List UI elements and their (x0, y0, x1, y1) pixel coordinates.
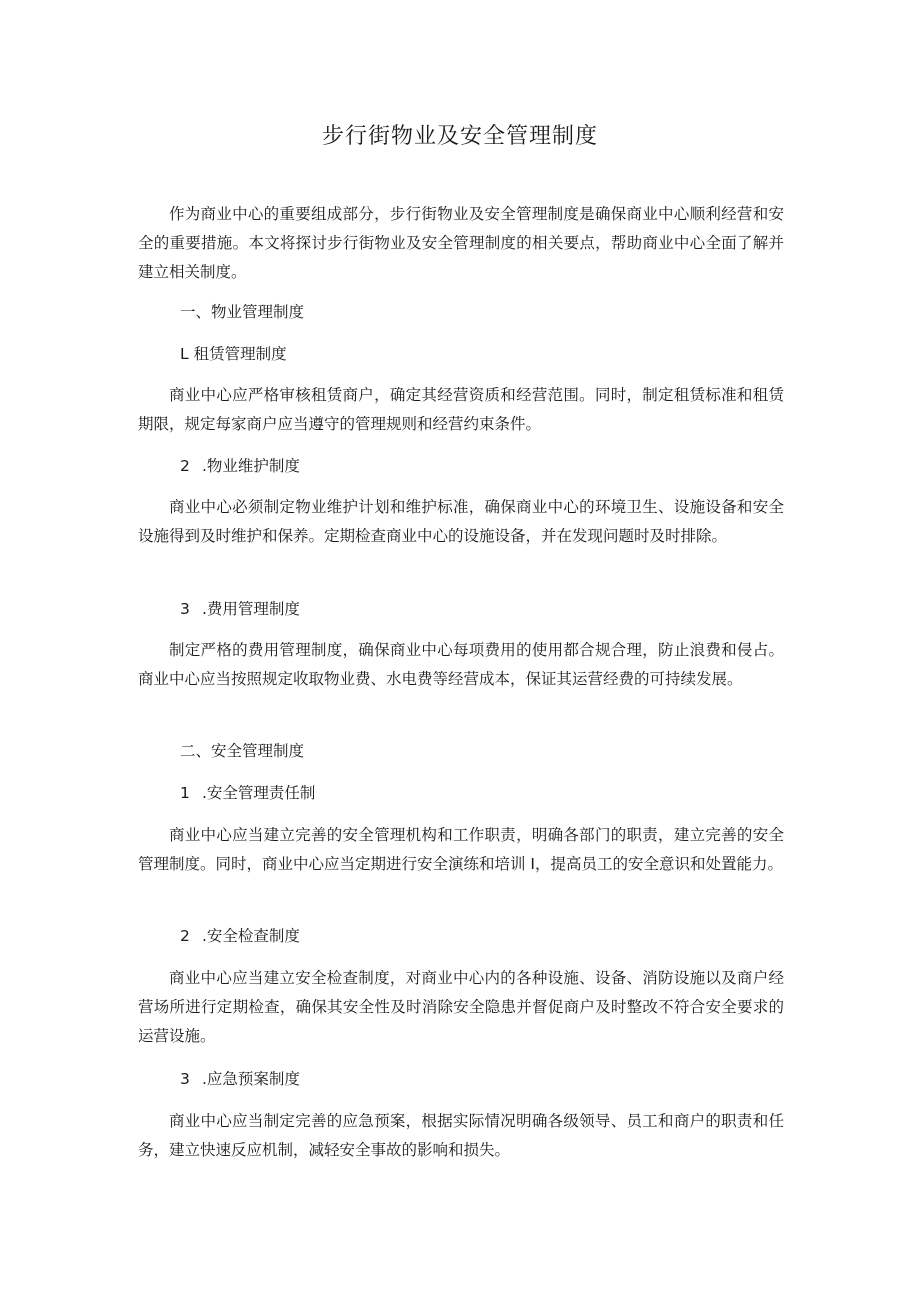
intro-paragraph: 作为商业中心的重要组成部分，步行街物业及安全管理制度是确保商业中心顺利经营和安全的重要措施。本文将探讨步行街物业及安全管理制度的相关要点，帮助商业中心全面了解并建立相关制度。 (138, 205, 784, 281)
section2-item3-heading-line (180, 1065, 780, 1094)
section2-item3-text: 商业中心应当制定完善的应急预案，根据实际情况明确各级领导、员工和商户的职责和任务，建立快速反应机制，减轻安全事故的影响和损失。 (138, 1112, 784, 1159)
section1-item1-text: 商业中心应严格审核租赁商户，确定其经营资质和经营范围。同时，制定租赁标准和租赁期限，规定每家商户应当遵守的管理规则和经营约束条件。 (138, 386, 784, 433)
section2-item2-text: 商业中心应当建立安全检查制度，对商业中心内的各种设施、设备、消防设施以及商户经营场所进行定期检查，确保其安全性及时消除安全隐患并督促商户及时整改不符合安全要求的运营设施。 (138, 969, 784, 1045)
section2-item1-heading-line (180, 779, 780, 808)
section1-item3-heading: .费用管理制度 (202, 600, 300, 618)
section2-item3-number: 3 (180, 1070, 190, 1088)
section2-item2-heading-line (180, 922, 780, 951)
section2-item1-heading: .安全管理责任制 (202, 784, 316, 802)
section1-item3-heading-line (180, 595, 780, 624)
section2-item3-heading: .应急预案制度 (202, 1070, 300, 1088)
section2-heading: 二、安全管理制度 (180, 742, 305, 760)
section1-heading: 一、物业管理制度 (180, 303, 305, 321)
page-title: 步行街物业及安全管理制度 (321, 124, 598, 149)
section1-item2-number: 2 (180, 457, 190, 475)
section1-item2-text: 商业中心必须制定物业维护计划和维护标准，确保商业中心的环境卫生、设施设备和安全设施得到及时维护和保养。定期检查商业中心的设施设备，并在发现问题时及时排除。 (138, 498, 784, 545)
section2-item1-text: 商业中心应当建立完善的安全管理机构和工作职责，明确各部门的职责，建立完善的安全管理制度。同时，商业中心应当定期进行安全演练和培训 I，提高员工的安全意识和处置能力。 (138, 826, 784, 873)
section1-item1-heading: L 租赁管理制度 (180, 345, 287, 363)
section2-item2-heading: .安全检查制度 (202, 927, 300, 945)
section1-item3-number: 3 (180, 600, 190, 618)
section1-item2-heading: .物业维护制度 (202, 457, 300, 475)
section1-item3-text: 制定严格的费用管理制度，确保商业中心每项费用的使用都合规合理，防止浪费和侵占。商业中心应当按照规定收取物业费、水电费等经营成本，保证其运营经费的可持续发展。 (138, 641, 784, 688)
section2-item2-number: 2 (180, 927, 190, 945)
section2-item1-number: 1 (180, 784, 190, 802)
section1-item2-heading-line (180, 452, 780, 481)
